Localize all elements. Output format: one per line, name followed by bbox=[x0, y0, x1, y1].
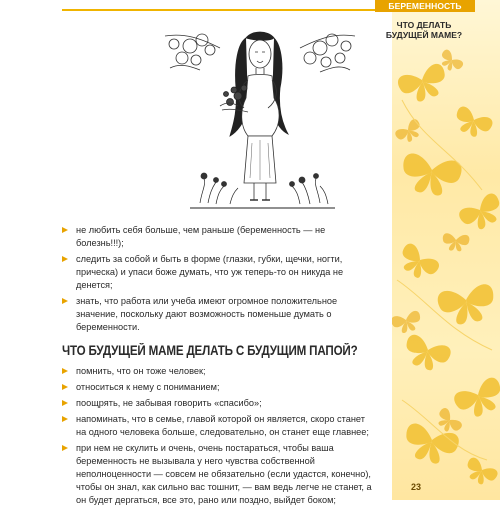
pregnant-woman-illustration bbox=[160, 18, 360, 218]
list-item: знать, что работа или учеба имеют огромное положительное значение, поскольку дают возможность поменьше думать о беременности. bbox=[62, 295, 372, 334]
list-item: относиться к нему с пониманием; bbox=[62, 381, 372, 394]
advice-list-partner bbox=[62, 365, 372, 507]
side-caption-line-2: БУДУЩЕЙ МАМЕ? bbox=[385, 30, 463, 40]
butterfly-pattern-icon bbox=[392, 0, 500, 500]
side-caption-line-1: ЧТО ДЕЛАТЬ bbox=[396, 20, 452, 30]
bullet-marker-icon bbox=[62, 256, 68, 262]
side-caption bbox=[384, 20, 464, 40]
decorative-butterfly-border bbox=[392, 0, 500, 500]
header-rule bbox=[62, 9, 392, 11]
main-text bbox=[62, 224, 372, 510]
page-number: 23 bbox=[411, 482, 422, 492]
section-heading: ЧТО БУДУЩЕЙ МАМЕ ДЕЛАТЬ С БУДУЩИМ ПАПОЙ? bbox=[62, 343, 358, 358]
list-item: следить за собой и быть в форме (глазки, губки, щечки, ногти, прическа) и упаси боже думать, что уж теперь-то он никуда не денется; bbox=[62, 253, 372, 292]
bullet-marker-icon bbox=[62, 227, 68, 233]
bullet-marker-icon bbox=[62, 368, 68, 374]
bullet-marker-icon bbox=[62, 384, 68, 390]
list-item: поощрять, не забывая говорить «спасибо»; bbox=[62, 397, 372, 410]
section-tab: БЕРЕМЕННОСТЬ bbox=[375, 0, 475, 12]
list-item: помнить, что он тоже человек; bbox=[62, 365, 372, 378]
bullet-marker-icon bbox=[62, 400, 68, 406]
bullet-marker-icon bbox=[62, 445, 68, 451]
advice-list-self bbox=[62, 224, 372, 334]
list-item: при нем не скулить и очень, очень постараться, чтобы ваша беременность не вызывала у него чувства собственной неполноценности — совсем не обязательно (если удастся, конечно), чтобы он знал, как сильно вас тошнит, — вам ведь легче не станет, а он будет дергаться, все это, рано или поздно, выйдет боком; bbox=[62, 442, 372, 507]
list-item: напоминать, что в семье, главой которой он является, скоро станет на одного человека больше, следовательно, он станет еще главнее; bbox=[62, 413, 372, 439]
bullet-marker-icon bbox=[62, 298, 68, 304]
bullet-marker-icon bbox=[62, 416, 68, 422]
list-item: не любить себя больше, чем раньше (беременность — не болезнь!!!); bbox=[62, 224, 372, 250]
